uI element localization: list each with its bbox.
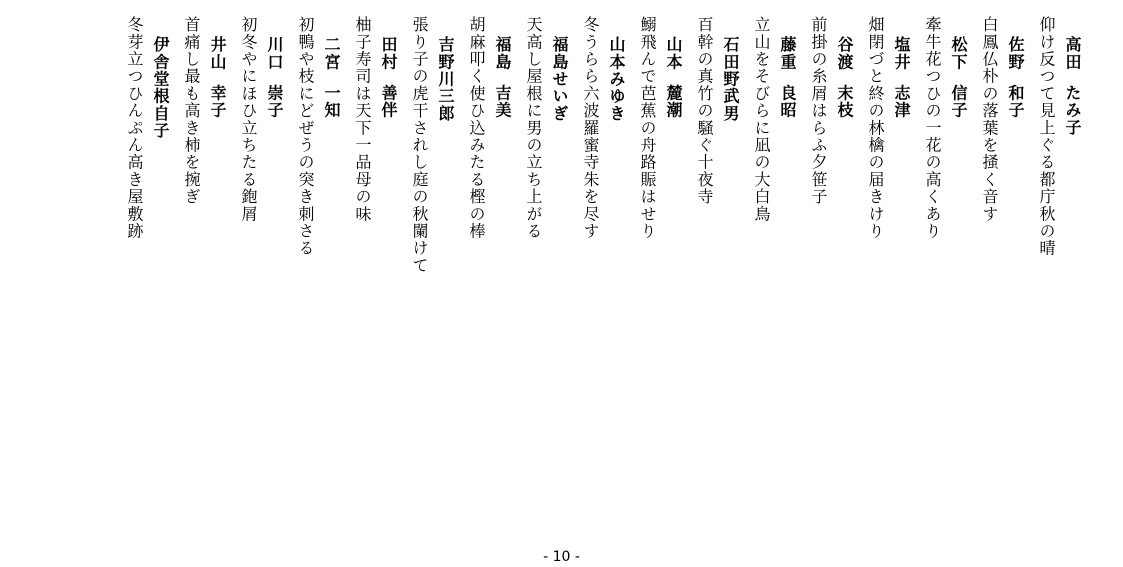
haiku-entry <box>748 16 800 222</box>
haiku-text: 牽牛花つひの一花の高くあり <box>923 16 942 240</box>
haiku-text: 鰯飛んで芭蕉の舟路賑はせり <box>638 16 657 240</box>
author-name <box>660 16 686 119</box>
author-surname: 松下 <box>949 36 968 71</box>
haiku-text: 天高し屋根に男の立ち上がる <box>524 16 543 240</box>
haiku-entry <box>406 16 458 274</box>
haiku-text: 柚子寿司は天下一品母の味 <box>353 16 372 223</box>
haiku-text: 冬うらら六波羅蜜寺朱を尽す <box>581 16 600 240</box>
author-surname: 川口 <box>265 36 284 71</box>
author-given-name: 崇子 <box>265 84 284 119</box>
author-given-name: 麓潮 <box>664 84 683 119</box>
haiku-text: 前掛の糸屑はらふ夕笹子 <box>809 16 828 206</box>
haiku-entry <box>520 16 572 240</box>
haiku-text: 仰け反つて見上ぐる都庁秋の晴 <box>1037 16 1056 257</box>
author-given-name: 志津 <box>892 84 911 119</box>
author-given-name: 末枝 <box>835 84 854 119</box>
haiku-entry <box>121 16 173 240</box>
author-name <box>945 16 971 119</box>
haiku-entry <box>976 16 1028 222</box>
haiku-text: 初鴨や枝にどぜうの突き刺さる <box>296 16 315 257</box>
author-surname: 塩井 <box>892 36 911 71</box>
author-name <box>1059 16 1085 136</box>
haiku-text: 胡麻叩く使ひ込みたる樫の棒 <box>467 16 486 240</box>
author-given-name: 吉美 <box>493 84 512 119</box>
haiku-entry <box>1033 16 1085 257</box>
author-given-name: たみ子 <box>1063 84 1082 137</box>
haiku-entry <box>919 16 971 240</box>
haiku-entry <box>577 16 629 240</box>
haiku-text: 白鳳仏朴の落葉を掻く音す <box>980 16 999 223</box>
author-name <box>261 16 287 119</box>
haiku-entry <box>805 16 857 205</box>
haiku-text: 初冬やにほひ立ちたる鉋屑 <box>239 16 258 223</box>
author-name <box>147 16 173 139</box>
haiku-entry <box>178 16 230 205</box>
author-surname: 石田野武男 <box>721 36 740 122</box>
author-surname: 福島せいぎ <box>550 36 569 122</box>
haiku-text: 首痛し最も高き柿を捥ぎ <box>182 16 201 206</box>
author-name <box>831 16 857 119</box>
author-name <box>1002 16 1028 119</box>
haiku-text: 冬芽立つひんぷん高き屋敷跡 <box>125 16 144 240</box>
haiku-entry <box>292 16 344 257</box>
author-name <box>204 16 230 119</box>
haiku-entry <box>349 16 401 222</box>
haiku-text: 畑閉づと終の林檎の届きけり <box>866 16 885 240</box>
haiku-columns <box>116 16 1085 526</box>
author-given-name: 善伴 <box>379 84 398 119</box>
author-name <box>888 16 914 119</box>
author-name <box>432 16 458 122</box>
haiku-text: 張り子の虎干されし庭の秋闌けて <box>410 16 429 274</box>
author-surname: 井山 <box>208 36 227 71</box>
author-surname: 山本 <box>664 36 683 71</box>
author-surname: 二宮 <box>322 36 341 71</box>
author-given-name: 和子 <box>1006 84 1025 119</box>
haiku-entry <box>463 16 515 240</box>
haiku-entry <box>862 16 914 240</box>
author-surname: 山本みゆき <box>607 36 626 122</box>
haiku-entry <box>634 16 686 240</box>
author-surname: 福島 <box>493 36 512 71</box>
author-surname: 佐野 <box>1006 36 1025 71</box>
author-given-name: 一知 <box>322 84 341 119</box>
author-surname: 高田 <box>1063 36 1082 71</box>
author-surname: 田村 <box>379 36 398 71</box>
author-name <box>489 16 515 119</box>
author-name <box>546 16 572 122</box>
author-surname: 伊舎堂根自子 <box>151 36 170 140</box>
author-given-name: 良昭 <box>778 84 797 119</box>
author-name <box>603 16 629 122</box>
author-surname: 吉野川三郎 <box>436 36 455 122</box>
haiku-entry <box>691 16 743 205</box>
author-given-name: 信子 <box>949 84 968 119</box>
author-surname: 藤重 <box>778 36 797 71</box>
haiku-text: 立山をそびらに凪の大白鳥 <box>752 16 771 223</box>
page-number: - 10 - <box>543 549 580 565</box>
haiku-text: 百幹の真竹の騒ぐ十夜寺 <box>695 16 714 206</box>
author-surname: 谷渡 <box>835 36 854 71</box>
author-name <box>717 16 743 122</box>
author-given-name: 幸子 <box>208 84 227 119</box>
author-name <box>774 16 800 119</box>
haiku-entry <box>235 16 287 222</box>
author-name <box>318 16 344 119</box>
author-name <box>375 16 401 119</box>
